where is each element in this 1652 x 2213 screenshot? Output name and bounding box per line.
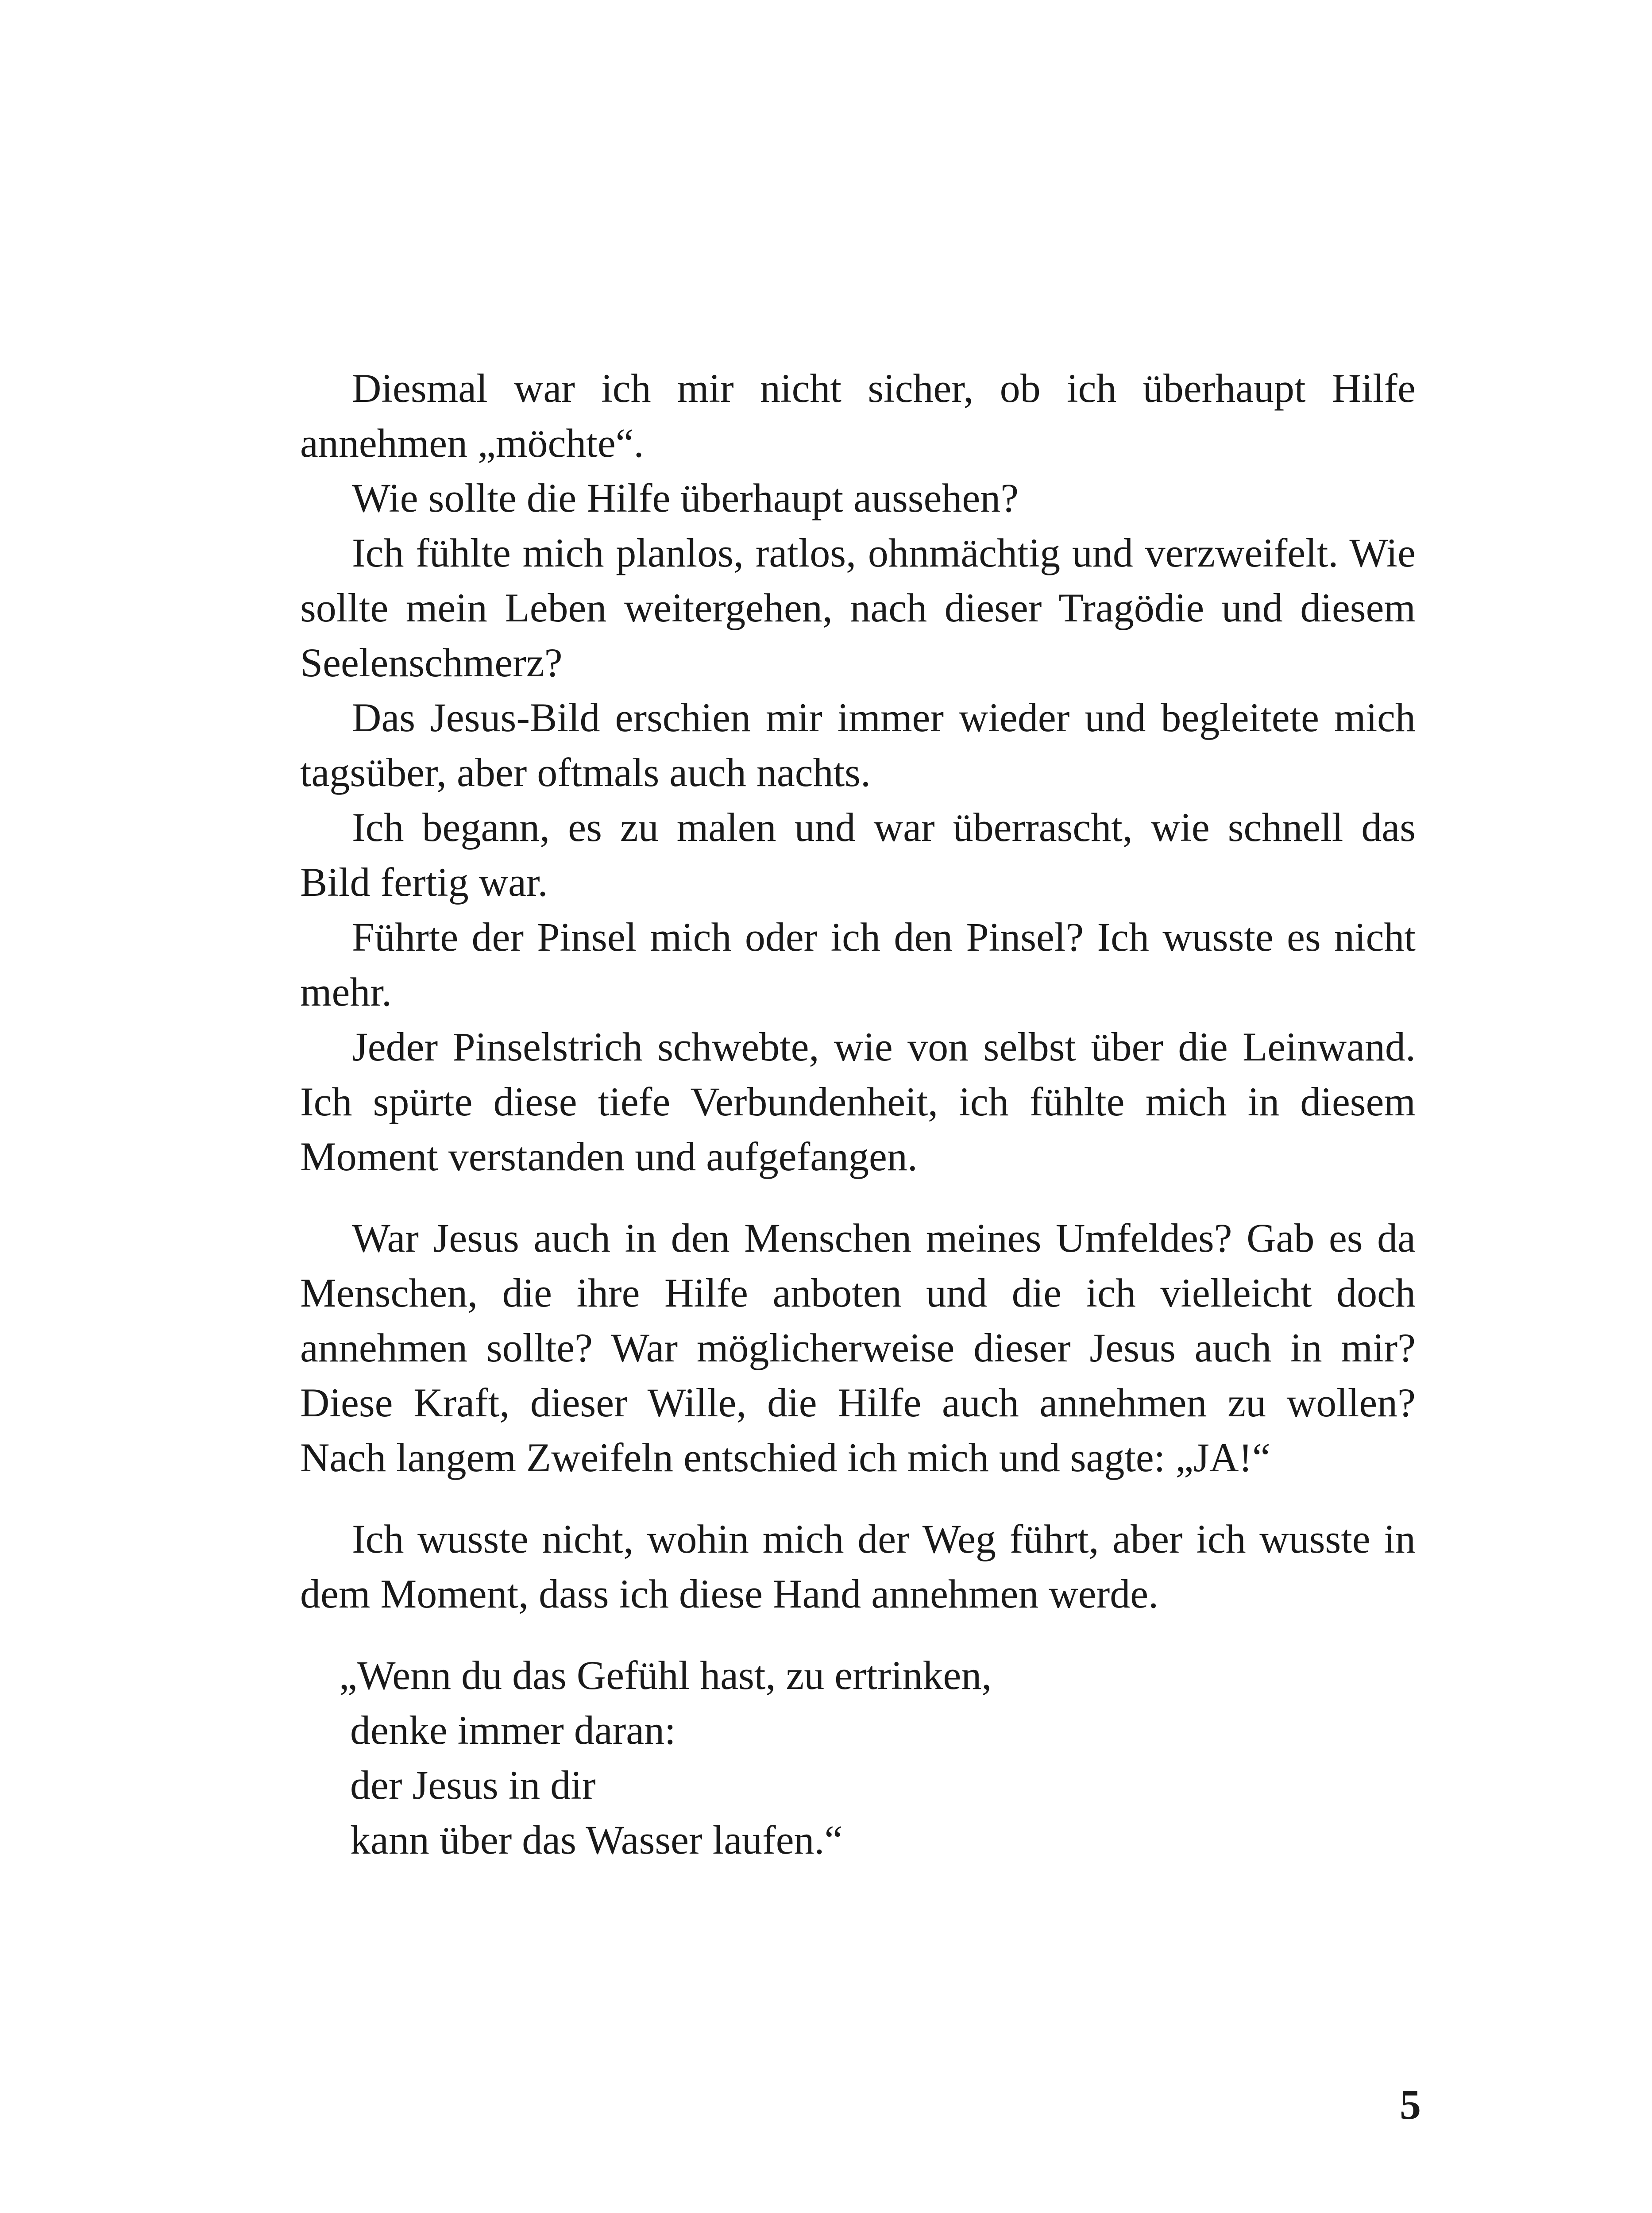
paragraph-8: War Jesus auch in den Menschen meines Umfeldes? Gab es da Menschen, die ihre Hilfe anboten und die ich vielleicht doch annehmen sollte? War möglicherweise dieser Jesus auch in mir? Diese Kraft, dieser Wille, die Hilfe auch annehmen zu wollen? Nach langem Zweifeln entschied ich mich und sagte: „JA!“ bbox=[300, 1215, 1416, 1480]
page-text bbox=[300, 361, 1416, 1867]
quote-line-3: der Jesus in dir bbox=[350, 1762, 596, 1808]
paragraph-5: Ich begann, es zu malen und war überrascht, wie schnell das Bild fertig war. bbox=[300, 805, 1416, 905]
page-number: 5 bbox=[1400, 2081, 1421, 2128]
quote-line-4: kann über das Wasser laufen.“ bbox=[350, 1817, 843, 1862]
paragraph-4: Das Jesus-Bild erschien mir immer wieder und begleitete mich tagsüber, aber oftmals auch nachts. bbox=[300, 695, 1416, 795]
quote-line-2: denke immer daran: bbox=[350, 1708, 676, 1753]
paragraph-1: Diesmal war ich mir nicht sicher, ob ich überhaupt Hilfe annehmen „möchte“. bbox=[300, 366, 1416, 466]
quote-block bbox=[300, 1648, 1416, 1867]
paragraph-2: Wie sollte die Hilfe überhaupt aussehen? bbox=[352, 475, 1019, 520]
paragraph-3: Ich fühlte mich planlos, ratlos, ohnmächtig und verzweifelt. Wie sollte mein Leben weitergehen, nach dieser Tragödie und diesem Seelenschmerz? bbox=[300, 530, 1416, 685]
paragraph-9: Ich wusste nicht, wohin mich der Weg führt, aber ich wusste in dem Moment, dass ich diese Hand annehmen werde. bbox=[300, 1516, 1416, 1616]
paragraph-7: Jeder Pinselstrich schwebte, wie von selbst über die Leinwand. Ich spürte diese tiefe Verbundenheit, ich fühlte mich in diesem Moment verstanden und aufgefangen. bbox=[300, 1024, 1416, 1179]
quote-line-1: „Wenn du das Gefühl hast, zu ertrinken, bbox=[339, 1653, 992, 1698]
paragraph-6: Führte der Pinsel mich oder ich den Pinsel? Ich wusste es nicht mehr. bbox=[300, 914, 1416, 1014]
